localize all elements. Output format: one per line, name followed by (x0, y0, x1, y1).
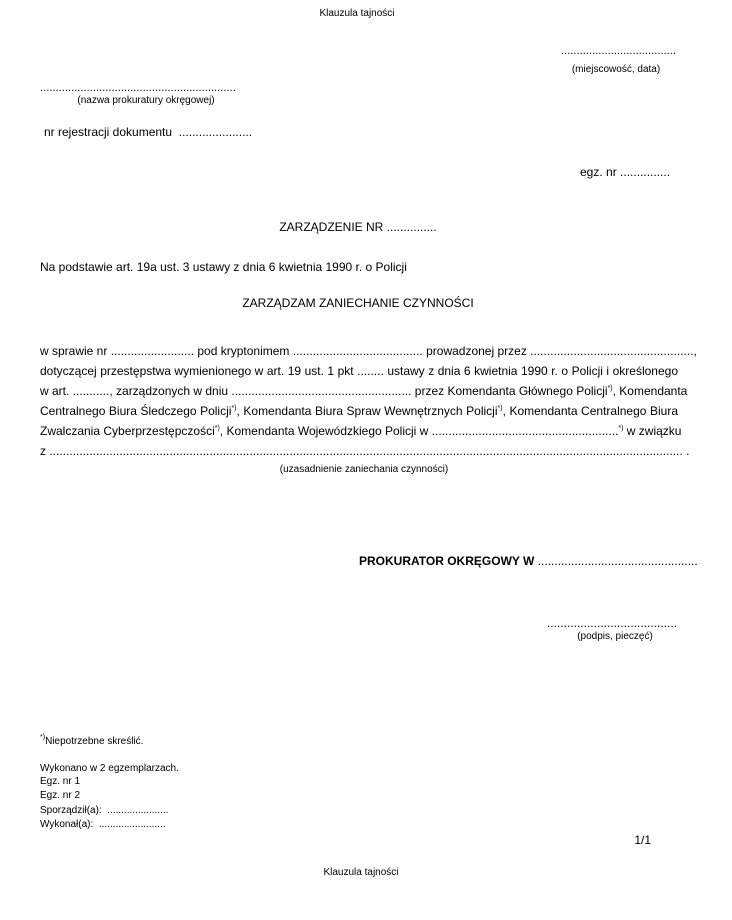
body-line-1: w sprawie nr ......................... pod kryptonimem ....................................... prowadzonej przez ................................................., (40, 344, 697, 358)
order-title (0, 220, 716, 234)
copy-dots: ............... (620, 165, 671, 179)
place-date-line: ..................................... (560, 45, 676, 57)
prosecutor-signature-line (359, 554, 698, 568)
copy-label: egz. nr (580, 165, 617, 179)
legal-basis: Na podstawie art. 19a ust. 3 ustawy z dnia 6 kwietnia 1990 r. o Policji (40, 260, 407, 274)
footnote-text: Niepotrzebne skreślić. (45, 736, 144, 747)
classification-header: Klauzula tajności (319, 8, 395, 19)
registration-dots: ...................... (178, 125, 253, 139)
executed-by (40, 818, 166, 832)
footnote-mark: *) (618, 425, 624, 432)
classification-footer: Klauzula tajności (323, 867, 399, 878)
body-line-6: z .............................................................................................................................................................................................. . (40, 444, 690, 458)
registration-label: nr rejestracji dokumentu (44, 125, 173, 139)
prosecutor-label: PROKURATOR OKRĘGOWY W (359, 554, 535, 568)
prosecutor-office-line: ............................................................... (40, 82, 236, 94)
prosecutor-dots: ................................................ (537, 554, 698, 568)
footnote-mark: *) (607, 385, 613, 392)
order-title-dots: ............... (386, 220, 437, 234)
copy-2: Egz. nr 2 (40, 790, 81, 801)
footnote-mark: *) (40, 734, 46, 741)
prepared-by-label: Sporządził(a): (40, 805, 102, 816)
justification-label: (uzasadnienie zaniechania czynności) (279, 464, 449, 475)
footnote (40, 735, 143, 749)
prosecutor-office-label: (nazwa prokuratury okręgowej) (77, 95, 215, 106)
registration-number (44, 125, 252, 139)
footnote-mark: *) (231, 405, 237, 412)
body-line-2: dotyczącej przestępstwa wymienionego w art. 19 ust. 1 pkt ........ ustawy z dnia 6 kwietnia 1990 r. o Policji i określonego (40, 364, 678, 378)
copies-made: Wykonano w 2 egzemplarzach. (40, 763, 179, 774)
order-title-prefix: ZARZĄDZENIE NR (279, 220, 384, 234)
copy-1: Egz. nr 1 (40, 776, 81, 787)
decision-heading: ZARZĄDZAM ZANIECHANIE CZYNNOŚCI (242, 296, 474, 310)
place-date-label: (miejscowość, data) (571, 64, 661, 75)
body-line-5: Zwalczania Cyberprzestępczości*), Komendanta Wojewódzkiego Policji w ........................................................*) w związku (40, 424, 682, 438)
prepared-by-dots: ...................... (107, 805, 169, 816)
executed-by-label: Wykonał(a): (40, 819, 94, 830)
body-line-4: Centralnego Biura Śledczego Policji*), Komendanta Biura Spraw Wewnętrznych Policji*), Komendanta Centralnego Biura (40, 404, 678, 418)
page-number: 1/1 (634, 833, 651, 847)
copy-number (580, 165, 670, 179)
footnote-mark: *) (497, 405, 503, 412)
signature-line: ....................................... (546, 616, 677, 630)
footnote-mark: *) (214, 425, 220, 432)
body-line-3: w art. ..........., zarządzonych w dniu ...................................................... przez Komendanta Głównego Policji*), Komendanta (40, 384, 688, 398)
signature-label: (podpis, pieczęć) (577, 631, 653, 642)
executed-by-dots: ........................ (98, 819, 166, 830)
prepared-by (40, 804, 168, 818)
